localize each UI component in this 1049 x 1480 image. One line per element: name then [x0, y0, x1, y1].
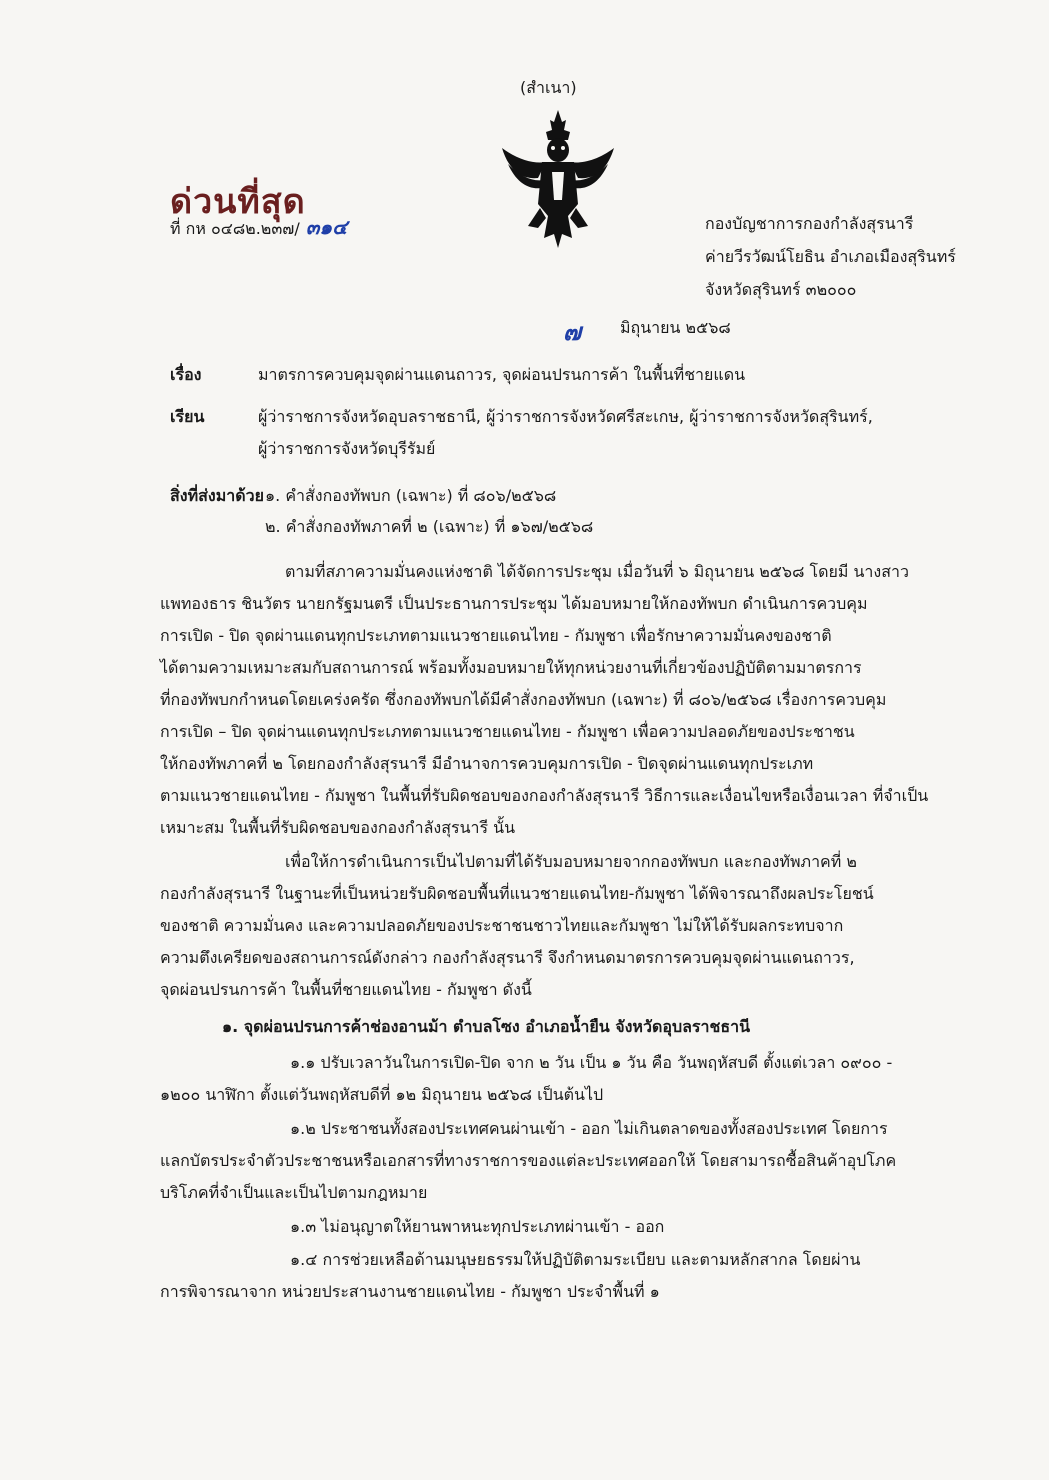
- para1-line: การเปิด - ปิด จุดผ่านแดนทุกประเภทตามแนวชายแดนไทย - กัมพูชา เพื่อรักษาความมั่นคงของชาติ: [160, 626, 832, 645]
- para2-line: กองกำลังสุรนารี ในฐานะที่เป็นหน่วยรับผิดชอบพื้นที่แนวชายแดนไทย-กัมพูชา ได้พิจารณาถึงผลประโยชน์: [160, 884, 874, 903]
- copy-label: (สำเนา): [520, 78, 577, 97]
- para1-line: ตามแนวชายแดนไทย - กัมพูชา ในพื้นที่รับผิดชอบของกองกำลังสุรนารี วิธีการและเงื่อนไขหรือเงื่อนเวลา ที่จำเป็น: [160, 786, 929, 805]
- attachments-label: สิ่งที่ส่งมาด้วย: [170, 486, 264, 505]
- para1-line: แพทองธาร ชินวัตร นายกรัฐมนตรี เป็นประธานการประชุม ได้มอบหมายให้กองทัพบก ดำเนินการควบคุม: [160, 594, 868, 613]
- document-number-printed: ที่ กห ๐๔๘๒.๒๓๗/: [170, 219, 300, 238]
- item-1-4-line: ๑.๔ การช่วยเหลือด้านมนุษยธรรมให้ปฏิบัติตามระเบียบ และตามหลักสากล โดยผ่าน: [290, 1250, 861, 1269]
- to-line-1: ผู้ว่าราชการจังหวัดอุบลราชธานี, ผู้ว่าราชการจังหวัดศรีสะเกษ, ผู้ว่าราชการจังหวัดสุรินทร์,: [258, 407, 873, 426]
- item-1-4-line: การพิจารณาจาก หน่วยประสานงานชายแดนไทย - กัมพูชา ประจำพื้นที่ ๑: [160, 1282, 660, 1301]
- para2-line: ของชาติ ความมั่นคง และความปลอดภัยของประชาชนชาวไทยและกัมพูชา ไม่ให้ได้รับผลกระทบจาก: [160, 916, 844, 935]
- date-text: มิถุนายน ๒๕๖๘: [620, 318, 731, 337]
- para1-line: ที่กองทัพบกกำหนดโดยเคร่งครัด ซึ่งกองทัพบกได้มีคำสั่งกองทัพบก (เฉพาะ) ที่ ๘๐๖/๒๕๖๘ เรื่องการควบคุม: [160, 690, 887, 709]
- item-1-2-line: แลกบัตรประจำตัวประชาชนหรือเอกสารที่ทางราชการของแต่ละประเทศออกให้ โดยสามารถซื้อสินค้าอุปโภค: [160, 1151, 897, 1170]
- item-1-1-line: ๑๒๐๐ นาฬิกา ตั้งแต่วันพฤหัสบดีที่ ๑๒ มิถุนายน ๒๕๖๘ เป็นต้นไป: [160, 1085, 604, 1104]
- item-1-2-line: บริโภคที่จำเป็นและเป็นไปตามกฎหมาย: [160, 1183, 428, 1202]
- para1-line: ตามที่สภาความมั่นคงแห่งชาติ ได้จัดการประชุม เมื่อวันที่ ๖ มิถุนายน ๒๕๖๘ โดยมี นางสาว: [285, 562, 909, 581]
- attachment-item-1: ๑. คำสั่งกองทัพบก (เฉพาะ) ที่ ๘๐๖/๒๕๖๘: [265, 486, 557, 505]
- item-1-3-line: ๑.๓ ไม่อนุญาตให้ยานพาหนะทุกประเภทผ่านเข้า - ออก: [290, 1217, 665, 1236]
- agency-line-3: จังหวัดสุรินทร์ ๓๒๐๐๐: [705, 280, 857, 299]
- para1-line: ได้ตามความเหมาะสมกับสถานการณ์ พร้อมทั้งมอบหมายให้ทุกหน่วยงานที่เกี่ยวข้องปฏิบัติตามมาตรการ: [160, 658, 862, 677]
- para2-line: จุดผ่อนปรนการค้า ในพื้นที่ชายแดนไทย - กัมพูชา ดังนี้: [160, 980, 532, 999]
- document-number: [170, 211, 347, 243]
- para1-line: ให้กองทัพภาคที่ ๒ โดยกองกำลังสุรนารี มีอำนาจการควบคุมการเปิด - ปิดจุดผ่านแดนทุกประเภท: [160, 754, 814, 773]
- agency-line-2: ค่ายวีรวัฒน์โยธิน อำเภอเมืองสุรินทร์: [705, 247, 956, 266]
- para1-line: การเปิด – ปิด จุดผ่านแดนทุกประเภทตามแนวชายแดนไทย - กัมพูชา เพื่อความปลอดภัยของประชาชน: [160, 722, 855, 741]
- date-day-handwritten: ๗: [563, 318, 582, 346]
- urgency-heading: ด่วนที่สุด: [170, 182, 306, 222]
- item-1-1-line: ๑.๑ ปรับเวลาวันในการเปิด-ปิด จาก ๒ วัน เป็น ๑ วัน คือ วันพฤหัสบดี ตั้งแต่เวลา ๐๙๐๐ -: [290, 1053, 893, 1072]
- para2-line: ความตึงเครียดของสถานการณ์ดังกล่าว กองกำลังสุรนารี จึงกำหนดมาตรการควบคุมจุดผ่านแดนถาวร,: [160, 948, 855, 967]
- para1-line: เหมาะสม ในพื้นที่รับผิดชอบของกองกำลังสุรนารี นั้น: [160, 818, 516, 837]
- para2-line: เพื่อให้การดำเนินการเป็นไปตามที่ได้รับมอบหมายจากกองทัพบก และกองทัพภาคที่ ๒: [285, 852, 857, 871]
- subject-label: เรื่อง: [170, 365, 202, 384]
- to-line-2: ผู้ว่าราชการจังหวัดบุรีรัมย์: [258, 439, 436, 458]
- attachment-item-2: ๒. คำสั่งกองทัพภาคที่ ๒ (เฉพาะ) ที่ ๑๖๗/๒๕๖๘: [265, 517, 594, 536]
- section-1-title: ๑. จุดผ่อนปรนการค้าช่องอานม้า ตำบลโซง อำเภอน้ำยืน จังหวัดอุบลราชธานี: [222, 1017, 751, 1036]
- document-number-handwritten: ๓๑๔: [305, 215, 348, 239]
- agency-line-1: กองบัญชาการกองกำลังสุรนารี: [705, 214, 914, 233]
- to-label: เรียน: [170, 407, 205, 426]
- garuda-emblem: [498, 108, 618, 250]
- subject-text: มาตรการควบคุมจุดผ่านแดนถาวร, จุดผ่อนปรนการค้า ในพื้นที่ชายแดน: [258, 365, 746, 384]
- item-1-2-line: ๑.๒ ประชาชนทั้งสองประเทศคนผ่านเข้า - ออก ไม่เกินตลาดของทั้งสองประเทศ โดยการ: [290, 1119, 888, 1138]
